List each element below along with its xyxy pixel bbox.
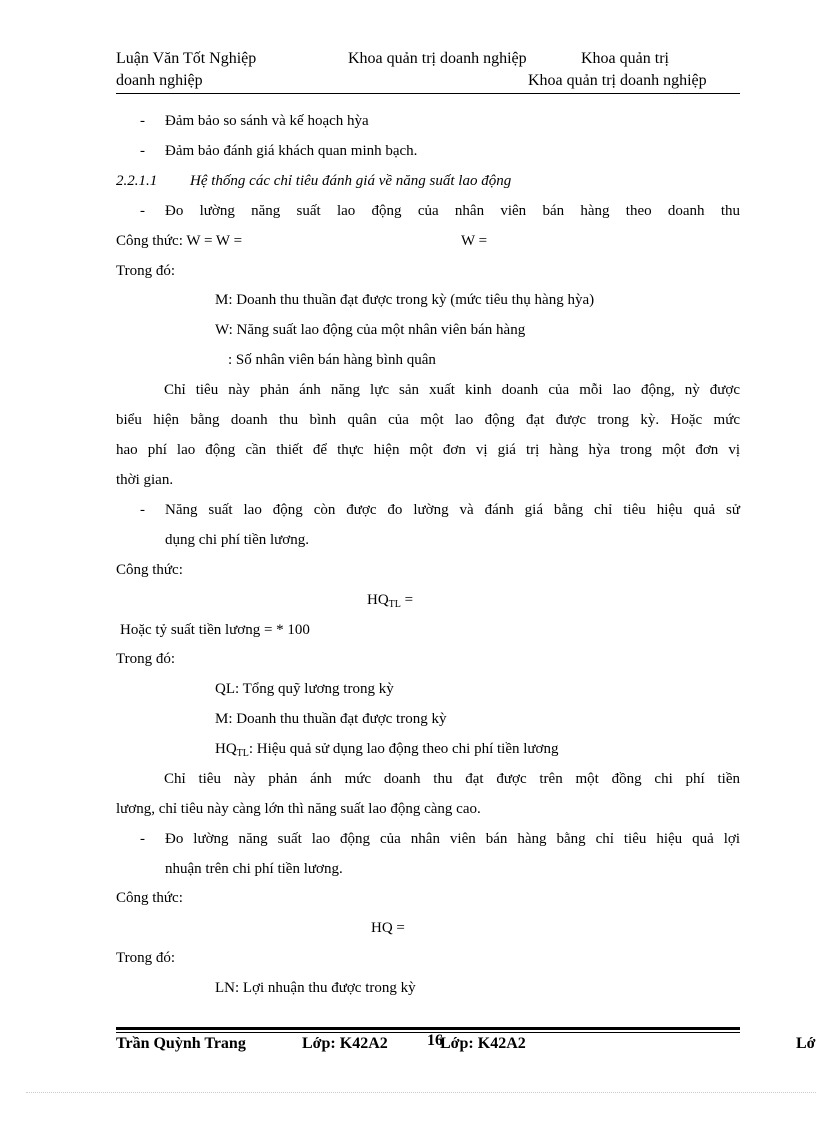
- header-right-title: Khoa quản trị: [581, 50, 669, 67]
- header-right-line2: Khoa quản trị doanh nghiệp: [528, 72, 707, 89]
- header-left-line2: doanh nghiệp: [116, 72, 203, 89]
- formula-hq: HQ =: [371, 920, 405, 936]
- paragraph-2-line-2: lương, chỉ tiêu này càng lớn thì năng suất lao động càng cao.: [116, 801, 481, 817]
- definition-w: W: Năng suất lao động của một nhân viên bán hàng: [215, 322, 526, 338]
- footer-class: Lớp: K42A2: [302, 1035, 388, 1052]
- definition-m: M: Doanh thu thuần đạt được trong kỳ (mức tiêu thụ hàng hỳa): [215, 292, 595, 308]
- section-number: 2.2.1.1: [116, 173, 158, 189]
- bullet-1: Đảm bảo so sánh và kế hoạch hỳa: [165, 113, 369, 129]
- formula-1-left: Công thức: W = W =: [116, 233, 243, 249]
- formula-label-2: Công thức:: [116, 562, 183, 578]
- bullet-dash: -: [140, 143, 145, 159]
- footer-class-2: Lớp: K42A2: [440, 1035, 526, 1052]
- bullet-4-line-2: dụng chi phí tiền lương.: [165, 532, 309, 548]
- where-label-2: Trong đó:: [116, 651, 176, 667]
- bullet-5-line-1: Đo lường năng suất lao động của nhân viên bán hàng bằng chỉ tiêu hiệu quả lợi: [165, 831, 740, 847]
- formula-ratio: Hoặc tỷ suất tiền lương = * 100: [120, 622, 310, 638]
- where-label-1: Trong đó:: [116, 263, 176, 279]
- formula-label-3: Công thức:: [116, 890, 183, 906]
- bullet-5-line-2: nhuận trên chi phí tiền lương.: [165, 861, 343, 877]
- bullet-3: Đo lường năng suất lao động của nhân viên bán hàng theo doanh thu: [165, 203, 740, 219]
- formula-1-right: W =: [461, 233, 488, 249]
- page-edge-divider: [26, 1092, 816, 1093]
- footer-class-3: Lớ: [796, 1035, 816, 1052]
- paragraph-2-line-1: Chỉ tiêu này phản ánh mức doanh thu đạt được trên một đồng chi phí tiền: [164, 771, 740, 787]
- definition-hq-tl: $HQ_{TL}$: Hiệu quả sử dụng lao động theo chi phí tiền lương: [215, 741, 559, 759]
- header-left-title: Luận Văn Tốt Nghiệp: [116, 50, 257, 67]
- paragraph-1-line-3: hao phí lao động cần thiết để thực hiện một đơn vị giá trị hàng hỳa trong một đơn vị: [116, 442, 740, 458]
- paragraph-1-line-2: biểu hiện bằng doanh thu bình quân của một lao động đạt được trong kỳ. Hoặc mức: [116, 412, 740, 428]
- page-number: 16: [427, 1032, 443, 1049]
- paragraph-1-line-4: thời gian.: [116, 472, 174, 488]
- header-mid-title: Khoa quản trị doanh nghiệp: [348, 50, 527, 67]
- definition-m-2: M: Doanh thu thuần đạt được trong kỳ: [215, 711, 447, 727]
- section-title: Hệ thống các chỉ tiêu đánh giá về năng suất lao động: [190, 173, 512, 189]
- definition-ln: LN: Lợi nhuận thu được trong kỳ: [215, 980, 416, 996]
- bullet-dash: -: [140, 502, 145, 518]
- header-rule: [116, 93, 740, 94]
- definition-n: : Số nhân viên bán hàng bình quân: [228, 352, 436, 368]
- paragraph-1-line-1: Chỉ tiêu này phản ánh năng lực sản xuất kinh doanh của mỗi lao động, nỳ được: [164, 382, 740, 398]
- formula-hq-tl: $HQ_{TL}$ =: [367, 592, 414, 610]
- bullet-dash: -: [140, 831, 145, 847]
- where-label-3: Trong đó:: [116, 950, 176, 966]
- footer-rule-thick: [116, 1027, 740, 1030]
- bullet-dash: -: [140, 113, 145, 129]
- definition-ql: QL: Tổng quỹ lương trong kỳ: [215, 681, 394, 697]
- footer-author: Trần Quỳnh Trang: [116, 1035, 246, 1052]
- bullet-dash: -: [140, 203, 145, 219]
- bullet-4-line-1: Năng suất lao động còn được đo lường và đánh giá bằng chỉ tiêu hiệu quả sử: [165, 502, 740, 518]
- bullet-2: Đảm bảo đánh giá khách quan minh bạch.: [165, 143, 418, 159]
